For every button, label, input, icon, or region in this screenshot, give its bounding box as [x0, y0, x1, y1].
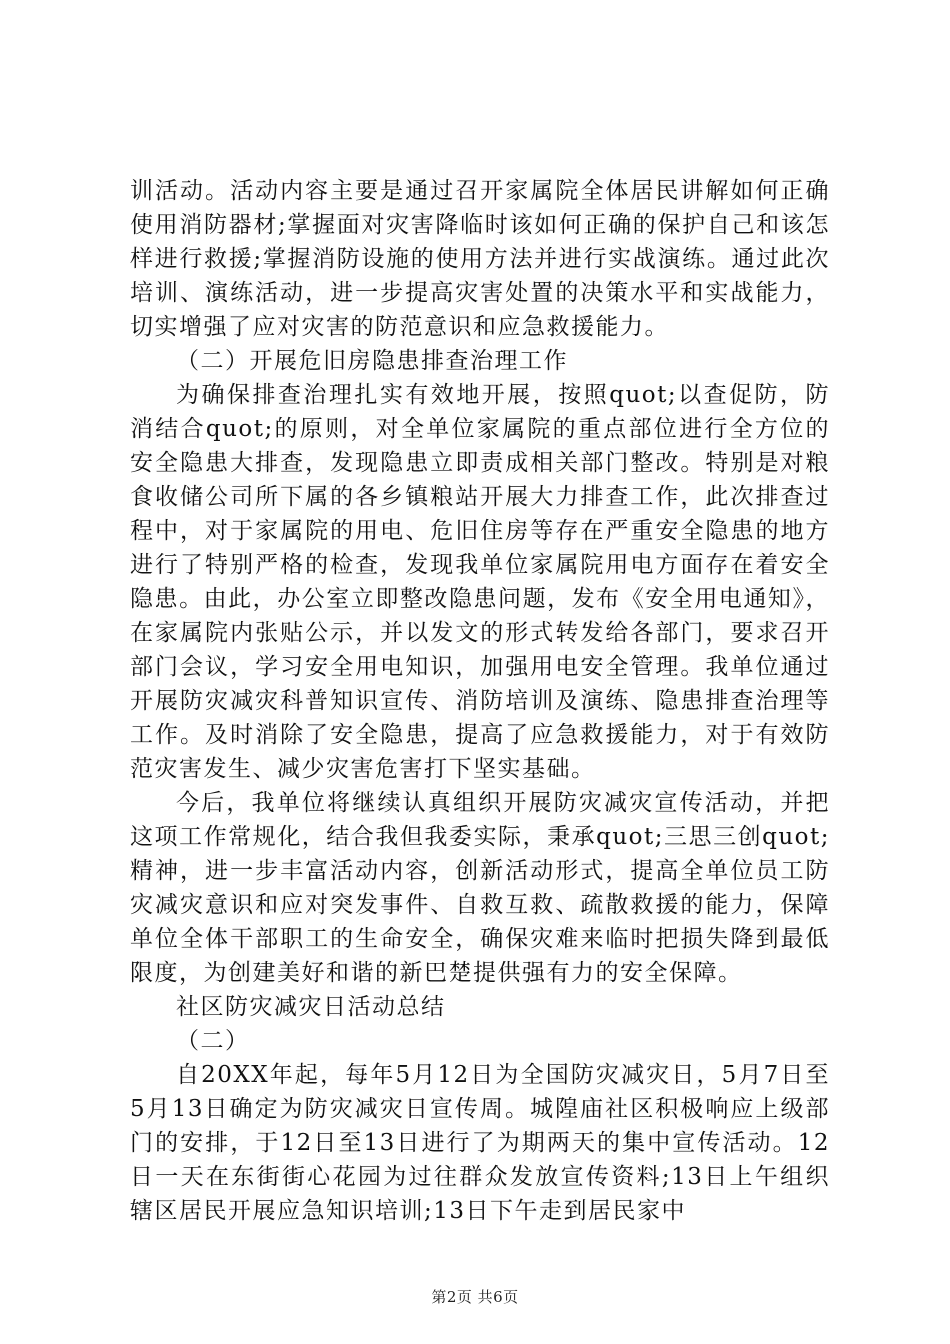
section-title-community-summary: 社区防灾减灾日活动总结: [176, 994, 446, 1020]
section-heading-hazard-inspection: （二）开展危旧房隐患排查治理工作: [176, 348, 568, 374]
document-body: [130, 174, 830, 1228]
paragraph-future-plans: 今后，我单位将继续认真组织开展防灾减灾宣传活动，并把这项工作常规化，结合我但我委实际，秉承quot;三思三创quot;精神，进一步丰富活动内容，创新活动形式，提高全单位员工防灾减灾意识和应对突发事件、自救互救、疏散救援的能力，保障单位全体干部职工的生命安全，确保灾难来临时把损失降到最低限度，为创建美好和谐的新巴楚提供强有力的安全保障。: [130, 790, 830, 986]
paragraph-hazard-inspection: 为确保排查治理扎实有效地开展，按照quot;以查促防，防消结合quot;的原则，对全单位家属院的重点部位进行全方位的安全隐患大排查，发现隐患立即责成相关部门整改。特别是对粮食收储公司所下属的各乡镇粮站开展大力排查工作，此次排查过程中，对于家属院的用电、危旧住房等存在严重安全隐患的地方进行了特别严格的检查，发现我单位家属院用电方面存在着安全隐患。由此，办公室立即整改隐患问题，发布《安全用电通知》，在家属院内张贴公示，并以发文的形式转发给各部门，要求召开部门会议，学习安全用电知识，加强用电安全管理。我单位通过开展防灾减灾科普知识宣传、消防培训及演练、隐患排查治理等工作。及时消除了安全隐患，提高了应急救援能力，对于有效防范灾害发生、减少灾害危害打下坚实基础。: [130, 382, 830, 782]
section-number: （二）: [176, 1028, 250, 1054]
paragraph-training-activity: 训活动。活动内容主要是通过召开家属院全体居民讲解如何正确使用消防器材;掌握面对灾害降临时该如何正确的保护自己和该怎样进行救援;掌握消防设施的使用方法并进行实战演练。通过此次培训、演练活动，进一步提高灾害处置的决策水平和实战能力，切实增强了应对灾害的防范意识和应急救援能力。: [130, 178, 830, 340]
paragraph-disaster-day: 自20XX年起，每年5月12日为全国防灾减灾日，5月7日至5月13日确定为防灾减灾日宣传周。城隍庙社区积极响应上级部门的安排，于12日至13日进行了为期两天的集中宣传活动。12日一天在东街街心花园为过往群众发放宣传资料;13日上午组织辖区居民开展应急知识培训;13日下午走到居民家中: [130, 1062, 830, 1224]
page-footer: 第2页 共6页: [431, 1288, 519, 1306]
